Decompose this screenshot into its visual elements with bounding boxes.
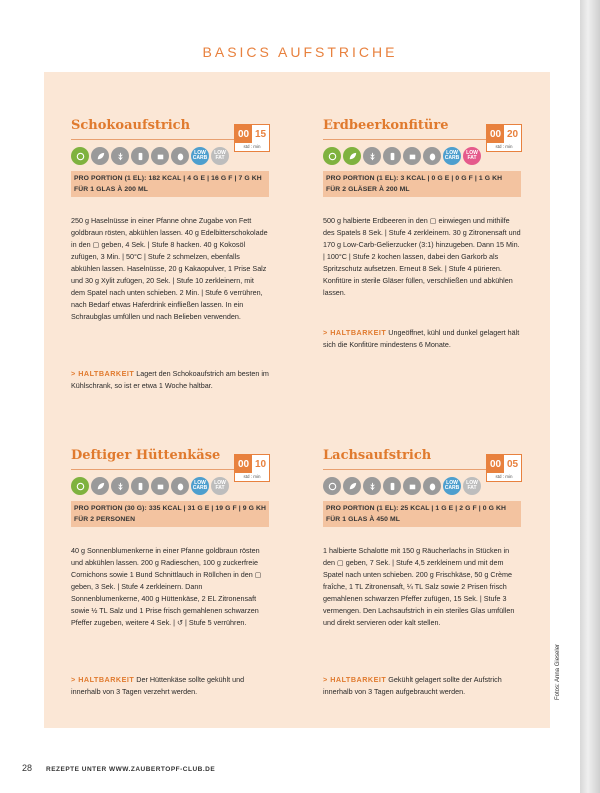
gluten-free-icon bbox=[363, 477, 381, 495]
time-badge bbox=[234, 124, 270, 152]
low-fat-icon: LOW FAT bbox=[463, 477, 481, 495]
portion-yield: FÜR 2 PERSONEN bbox=[74, 516, 136, 523]
diet-icons bbox=[323, 147, 481, 165]
egg-free-icon bbox=[423, 477, 441, 495]
diet-icons bbox=[71, 147, 229, 165]
diet-icons bbox=[71, 477, 229, 495]
recipe-title: Lachsaufstrich bbox=[323, 448, 432, 463]
time-minutes: 05 bbox=[506, 458, 519, 470]
thermomix-icon bbox=[323, 477, 341, 495]
gluten-free-icon bbox=[111, 147, 129, 165]
haltbarkeit-text: Ungeöffnet, kühl und dunkel gelagert hält sich die Konfitüre mindestens 6 Monate. bbox=[323, 328, 520, 349]
recipe-instructions: 250 g Haselnüsse in einer Pfanne ohne Zugabe von Fett goldbraun rösten, abkühlen lassen. 40 g Edelbitterschokolade in den ▢ geben, 4 Sek. | Stufe 8 hacken. 40 g Kokosöl zufügen, 3 Min. | 50°C | Stufe 2 schmelzen, ebenfalls abkühlen lassen. Haselnüsse, 20 g Kakaopulver, 1 Prise Salz und 30 g Xylit zufügen, 20 Sek. | Stufe 10 zerkleinern, mit dem Spatel nach unten schieben. 2 Min. | Stufe 6 verrühren, nach Bedarf etwas Haferdrink einfließen lassen. In ein Schraubglas umfüllen und nach Belieben verwenden. bbox=[71, 216, 268, 321]
time-unit: std : min bbox=[495, 144, 513, 149]
recipe-card-lachsaufstrich bbox=[296, 402, 536, 728]
haltbarkeit-note bbox=[323, 327, 521, 351]
time-badge bbox=[486, 124, 522, 152]
time-minutes: 10 bbox=[254, 458, 267, 470]
recipe-title: Erdbeerkonfitüre bbox=[323, 118, 449, 133]
lactose-free-icon bbox=[383, 147, 401, 165]
lactose-free-icon bbox=[131, 147, 149, 165]
haltbarkeit-label: > HALTBARKEIT bbox=[323, 328, 387, 337]
portion-yield: FÜR 1 GLAS À 200 ML bbox=[74, 186, 149, 193]
low-carb-icon: LOW CARB bbox=[443, 147, 461, 165]
recipe-card-huettenkaese bbox=[44, 402, 284, 728]
haltbarkeit-note bbox=[71, 368, 269, 392]
haltbarkeit-text: Der Hüttenkäse sollte gekühlt und innerhalb von 3 Tagen verzehrt werden. bbox=[71, 675, 245, 696]
recipe-instructions: 500 g halbierte Erdbeeren in den ▢ einwiegen und mithilfe des Spatels 8 Sek. | Stufe 4 zerkleinern. 30 g Zitronensaft und 170 g Low-Carb-Gelierzucker (3:1) hinzugeben. Dann 15 Min. | 100°C | Stufe 2 kochen lassen, dabei den Garkorb als Spritzschutz aufsetzen. Erneut 8 Sek. | Stufe 4 pürieren. Konfitüre in sterile Gläser füllen, verschließen und abkühlen lassen. bbox=[323, 216, 521, 297]
recipe-instructions: 40 g Sonnenblumenkerne in einer Pfanne goldbraun rösten und abkühlen lassen. 200 g Radieschen, 100 g zuckerfreie Cornichons sowie 1 Bund Schnittlauch in Röllchen in den ▢ geben, 3 Sek. | Stufe 4 zerkleinern. Dann Sonnenblumenkerne, 400 g Hüttenkäse, 2 EL Zitronensaft sowie ½ TL Salz und 1 Prise frisch gemahlenen schwarzen Pfeffer zugeben, weitere 4 Sek. | ↺ | Stufe 5 verrühren. bbox=[71, 546, 262, 627]
sugar-free-icon bbox=[151, 477, 169, 495]
low-carb-icon: LOW CARB bbox=[443, 477, 461, 495]
recipe-card-schokoaufstrich bbox=[44, 72, 284, 400]
thermomix-icon bbox=[323, 147, 341, 165]
portion-nutrition: PRO PORTION (1 EL): 182 KCAL | 4 G E | 16 G F | 7 G KH bbox=[74, 175, 262, 182]
portion-box bbox=[71, 501, 269, 527]
thermomix-icon bbox=[71, 477, 89, 495]
thermomix-icon bbox=[71, 147, 89, 165]
egg-free-icon bbox=[171, 477, 189, 495]
time-minutes: 20 bbox=[506, 128, 519, 140]
page-title: BASICS AUFSTRICHE bbox=[202, 44, 398, 60]
sugar-free-icon bbox=[151, 147, 169, 165]
portion-box bbox=[323, 501, 521, 527]
portion-nutrition: PRO PORTION (30 G): 335 KCAL | 31 G E | 19 G F | 9 G KH bbox=[74, 505, 266, 512]
sugar-free-icon bbox=[403, 477, 421, 495]
haltbarkeit-label: > HALTBARKEIT bbox=[323, 675, 387, 684]
portion-yield: FÜR 2 GLÄSER À 200 ML bbox=[326, 186, 410, 193]
portion-yield: FÜR 1 GLAS À 450 ML bbox=[326, 516, 401, 523]
photo-credit: Fotos: Anna Gieseler bbox=[555, 643, 561, 700]
time-hours: 00 bbox=[235, 455, 252, 473]
time-badge bbox=[486, 454, 522, 482]
low-carb-icon: LOW CARB bbox=[191, 147, 209, 165]
portion-nutrition: PRO PORTION (1 EL): 3 KCAL | 0 G E | 0 G F | 1 G KH bbox=[326, 175, 503, 182]
veggie-icon bbox=[91, 147, 109, 165]
veggie-icon bbox=[91, 477, 109, 495]
portion-box bbox=[323, 171, 521, 197]
veggie-icon bbox=[343, 477, 361, 495]
portion-box bbox=[71, 171, 269, 197]
haltbarkeit-note bbox=[71, 674, 269, 698]
time-hours: 00 bbox=[235, 125, 252, 143]
time-minutes: 15 bbox=[254, 128, 267, 140]
veggie-icon bbox=[343, 147, 361, 165]
recipe-card-erdbeerkonfituere bbox=[296, 72, 536, 400]
portion-nutrition: PRO PORTION (1 EL): 25 KCAL | 1 G E | 2 G F | 0 G KH bbox=[326, 505, 506, 512]
diet-icons bbox=[323, 477, 481, 495]
time-unit: std : min bbox=[243, 474, 261, 479]
low-carb-icon: LOW CARB bbox=[191, 477, 209, 495]
recipe-instructions: 1 halbierte Schalotte mit 150 g Räucherlachs in Stücken in den ▢ geben, 7 Sek. | Stufe 4,5 zerkleinern und mit dem Spatel nach unten schieben. 200 g Frischkäse, 50 g Crème fraîche, 1 TL Zitronensaft, ¼ TL Salz sowie 2 Prisen frisch gemahlenen schwarzen Pfeffer zufügen, 15 Sek. | Stufe 3 vermengen. Den Lachsaufstrich in ein steriles Glas umfüllen und direkt servieren oder kalt stellen. bbox=[323, 546, 515, 627]
low-fat-icon: LOW FAT bbox=[463, 147, 481, 165]
time-badge bbox=[234, 454, 270, 482]
page-footer bbox=[22, 763, 215, 773]
gluten-free-icon bbox=[363, 147, 381, 165]
gluten-free-icon bbox=[111, 477, 129, 495]
lactose-free-icon bbox=[131, 477, 149, 495]
recipe-panel bbox=[44, 72, 550, 728]
page-edge bbox=[580, 0, 600, 793]
haltbarkeit-label: > HALTBARKEIT bbox=[71, 675, 135, 684]
haltbarkeit-text: Lagert den Schokoaufstrich am besten im Kühlschrank, so ist er etwa 1 Woche haltbar. bbox=[71, 369, 269, 390]
recipe-title: Deftiger Hüttenkäse bbox=[71, 448, 221, 463]
time-unit: std : min bbox=[243, 144, 261, 149]
haltbarkeit-text: Gekühlt gelagert sollte der Aufstrich innerhalb von 3 Tagen aufgebraucht werden. bbox=[323, 675, 502, 696]
low-fat-icon: LOW FAT bbox=[211, 147, 229, 165]
lactose-free-icon bbox=[383, 477, 401, 495]
haltbarkeit-label: > HALTBARKEIT bbox=[71, 369, 135, 378]
low-fat-icon: LOW FAT bbox=[211, 477, 229, 495]
haltbarkeit-note bbox=[323, 674, 521, 698]
time-unit: std : min bbox=[495, 474, 513, 479]
time-hours: 00 bbox=[487, 125, 504, 143]
footer-text: REZEPTE UNTER WWW.ZAUBERTOPF-CLUB.DE bbox=[46, 766, 216, 773]
egg-free-icon bbox=[423, 147, 441, 165]
sugar-free-icon bbox=[403, 147, 421, 165]
page-number: 28 bbox=[22, 763, 33, 773]
egg-free-icon bbox=[171, 147, 189, 165]
recipe-title: Schokoaufstrich bbox=[71, 118, 191, 133]
time-hours: 00 bbox=[487, 455, 504, 473]
